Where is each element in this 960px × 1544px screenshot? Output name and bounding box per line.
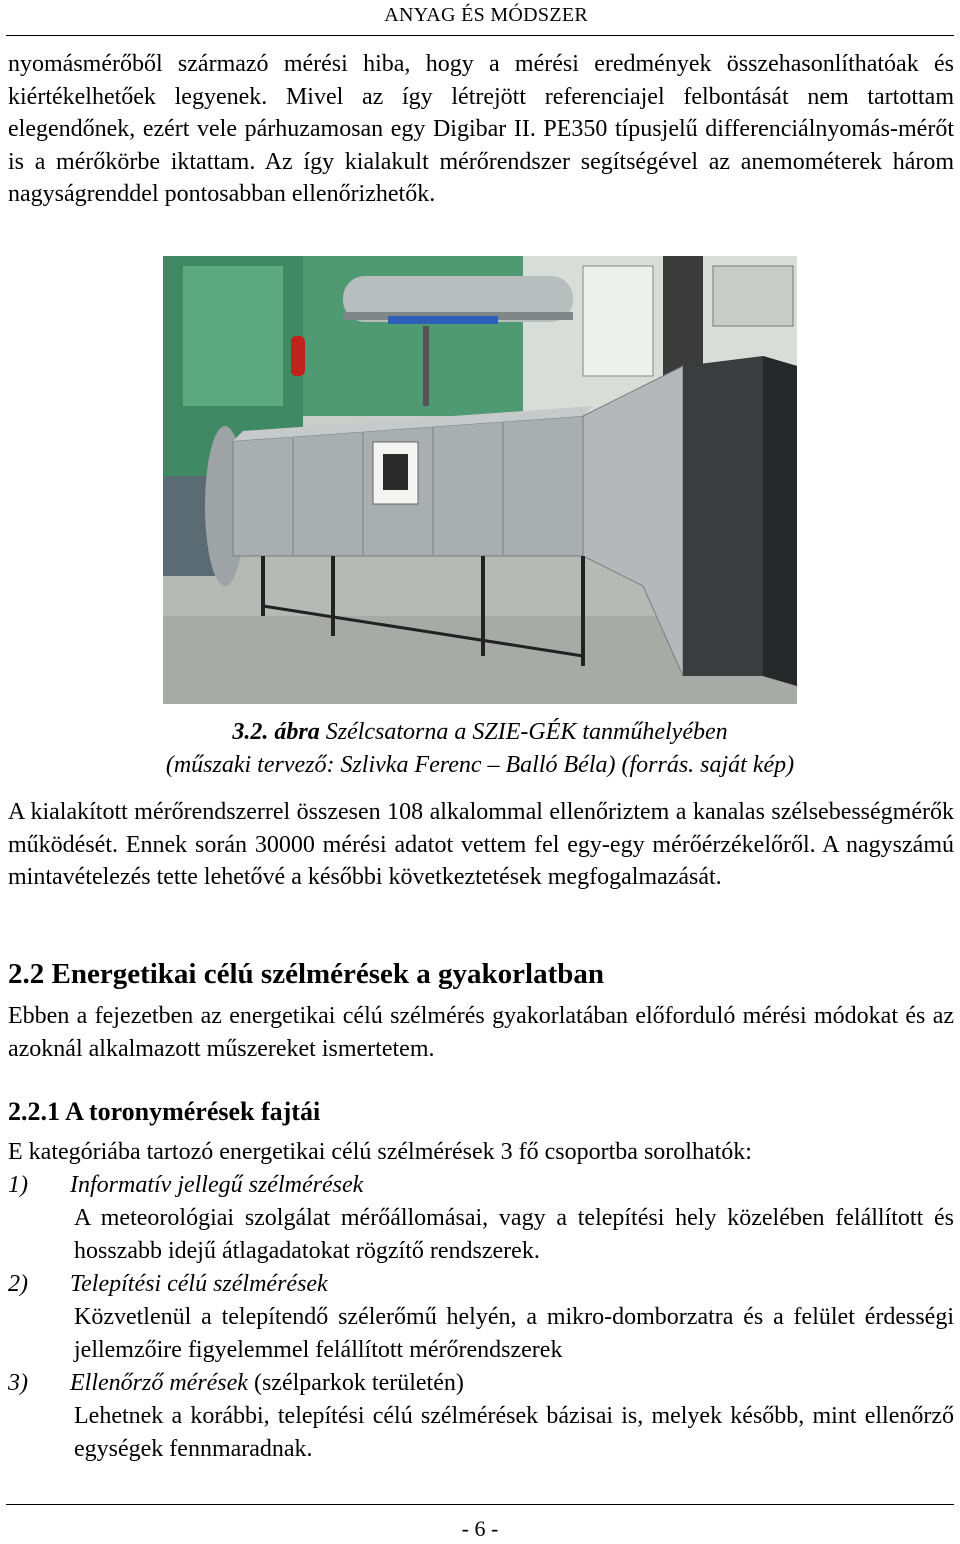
subsection-intro: E kategóriába tartozó energetikai célú szélmérések 3 fő csoportba sorolhatók: xyxy=(8,1139,752,1165)
list-title xyxy=(70,1268,328,1301)
page-number: - 6 - xyxy=(461,1516,499,1541)
list-number: 2) xyxy=(8,1271,28,1297)
list-body: Közvetlenül a telepítendő szélerőmű helyén, a mikro-domborzatra és a felület érdességi jellemzőire figyelemmel felállított mérőrendszerek xyxy=(74,1304,954,1363)
list-title xyxy=(70,1367,464,1400)
header-rule xyxy=(6,35,954,36)
list-title-italic: Informatív jellegű szélmérések xyxy=(70,1172,364,1198)
figure-caption xyxy=(0,716,960,748)
list-title-italic: Telepítési célú szélmérések xyxy=(70,1271,328,1297)
wind-tunnel-photo xyxy=(163,256,797,704)
paragraph-2: A kialakított mérőrendszerrel összesen 108 alkalommal ellenőriztem a kanalas szélsebességmérők működését. Ennek során 30000 mérési adatot vettem fel egy-egy mérőérzékelőről. A nagyszámú mintavételezés tette lehetővé a későbbi következtetések megfogalmazását. xyxy=(8,799,954,891)
figure-caption-line1: Szélcsatorna a SZIE-GÉK tanműhelyében xyxy=(325,719,728,745)
section-heading: 2.2 Energetikai célú szélmérések a gyakorlatban xyxy=(8,958,605,990)
page-header: ANYAG ÉS MÓDSZER xyxy=(384,4,588,26)
figure-number: 3.2. ábra xyxy=(232,719,320,745)
figure-caption-line2: (műszaki tervező: Szlivka Ferenc – Balló Béla) (forrás. saját kép) xyxy=(165,752,795,778)
list-title-suffix: (szélparkok területén) xyxy=(247,1370,464,1396)
list-title xyxy=(70,1169,363,1202)
section-text: Ebben a fejezetben az energetikai célú szélmérés gyakorlatában előforduló mérési módokat és az azoknál alkalmazott műszereket ismertetem. xyxy=(8,1003,954,1062)
intro-paragraph: nyomásmérőből származó mérési hiba, hogy a mérési eredmények összehasonlíthatóak és kiértékelhetőek legyenek. Mivel az így létrejött referenciajel felbontását nem tartottam elegendőnek, ezért vele párhuzamosan egy Digibar II. PE350 típusjelű differenciálnyomás-mérőt is a mérőkörbe iktattam. Az így kialakult mérőrendszer segítségével az anemométerek három nagyságrenddel pontosabban ellenőrizhetők. xyxy=(8,51,954,208)
subsection-heading: 2.2.1 A toronymérések fajtái xyxy=(8,1097,321,1126)
list-number: 3) xyxy=(8,1370,28,1396)
list-number: 1) xyxy=(8,1172,28,1198)
list-body: A meteorológiai szolgálat mérőállomásai, vagy a telepítési hely közelében felállított és hosszabb idejű átlagadatokat rögzítő rendszerek. xyxy=(74,1205,954,1264)
list-body: Lehetnek a korábbi, telepítési célú szélmérések bázisai is, melyek később, mint ellenőrző egységek fennmaradnak. xyxy=(74,1403,954,1462)
list-title-italic: Ellenőrző mérések xyxy=(70,1370,248,1396)
footer-rule xyxy=(6,1504,954,1505)
